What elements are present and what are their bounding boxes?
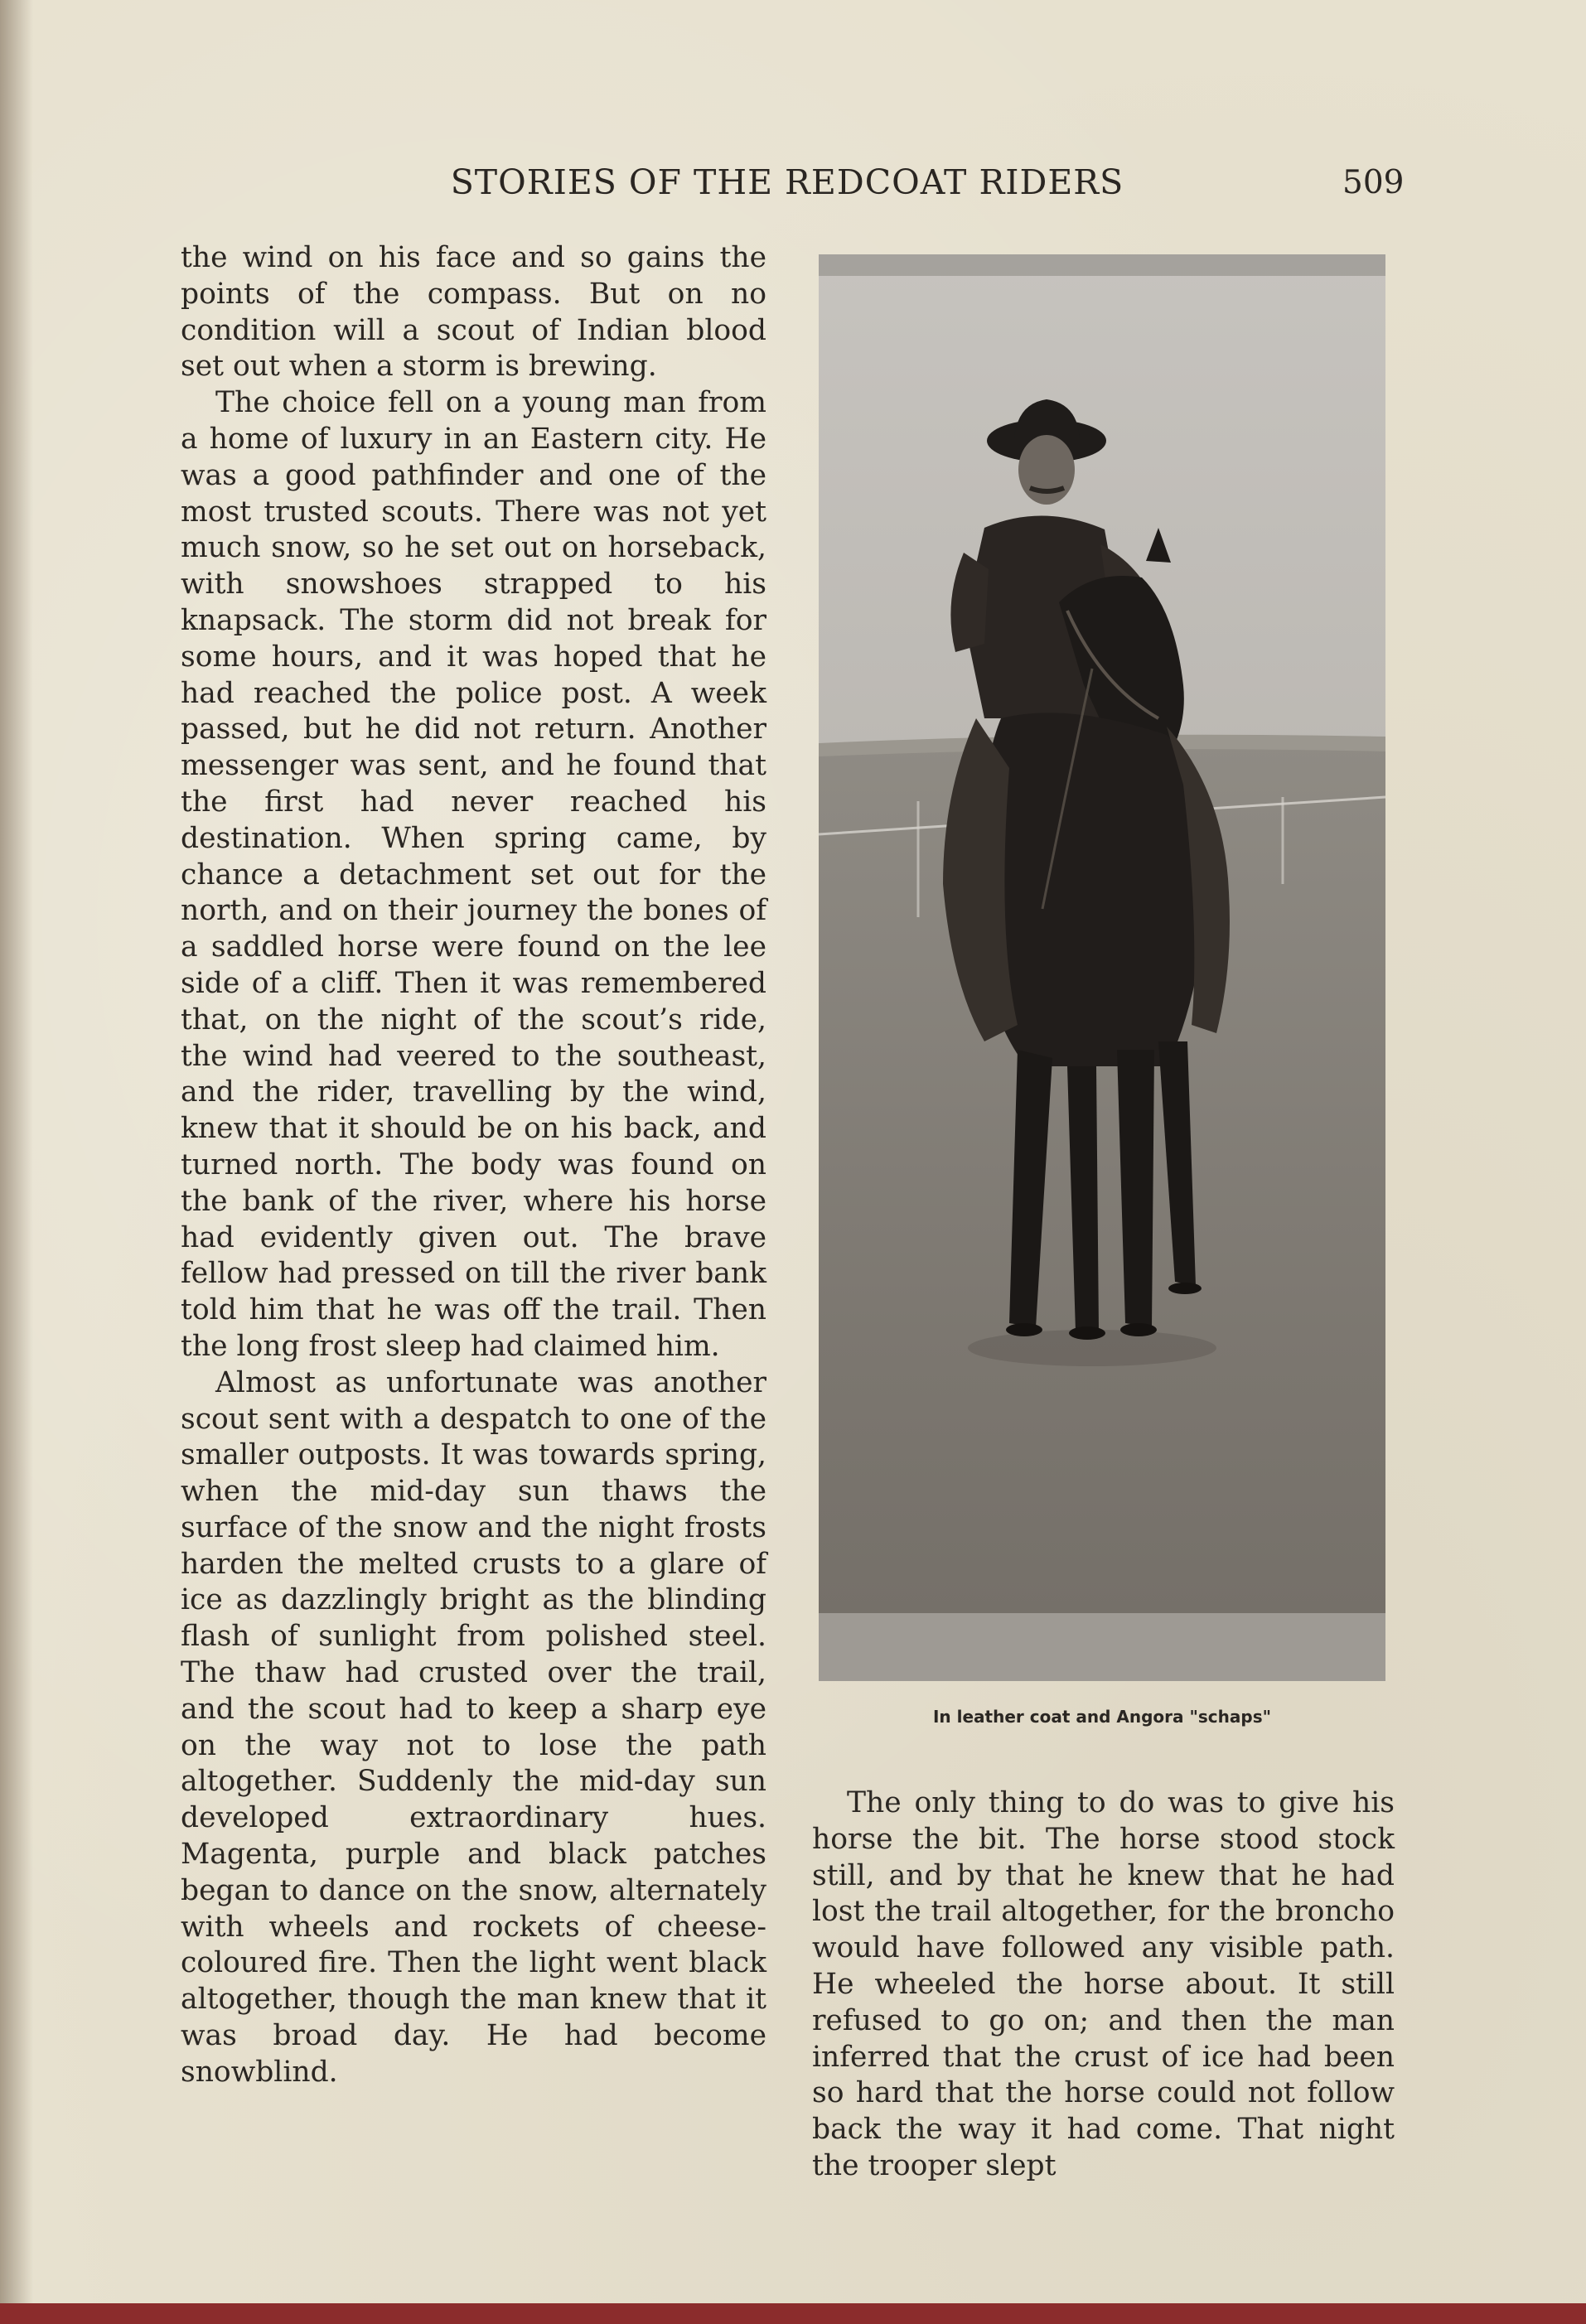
paragraph: The only thing to do was to give his horse the bit. The horse stood stock still, and by that he knew that he had lost the trail altogether, for the broncho would have followed any visible path. He wheeled the horse about. It still refused to go on; and then the man inferred that the crust of ice had been so hard that the horse could not follow back the way it had come. That night the trooper slept <box>812 1786 1395 2182</box>
right-column <box>812 1785 1395 2185</box>
book-binding-edge <box>0 2303 1586 2324</box>
page-number: 509 <box>1342 164 1405 201</box>
left-column <box>181 240 766 2091</box>
paragraph: the wind on his face and so gains the points of the compass. But on no condition will a scout of Indian blood set out when a storm is brewing. <box>181 241 766 384</box>
photo-caption: In leather coat and Angora "schaps" <box>932 1707 1272 1727</box>
gutter-shadow <box>0 0 33 2303</box>
running-head: STORIES OF THE REDCOAT RIDERS <box>450 162 1124 202</box>
paragraph: The choice fell on a young man from a home of luxury in an Eastern city. He was a good pathfinder and one of the most trusted scouts. There was not yet much snow, so he set out on horseback, with snowshoes strapped to his knapsack. The storm did not break for some hours, and it was hoped that he had reached the police post. A week passed, but he did not return. Another messenger was sent, and he found that the first had never reached his destination. When spring came, by chance a detachment set out for the north, and on their journey the bones of a saddled horse were found on the lee side of a cliff. Then it was remembered that, on the night of the scout’s ride, the wind had veered to the southeast, and the rider, travelling by the wind, knew that it should be on his back, and turned north. The body was found on the bank of the river, where his horse had evidently given out. The brave fellow had pressed on till the river bank told him that he was off the trail. Then the long frost sleep had claimed him. <box>181 386 766 1363</box>
paragraph: Almost as unfortunate was another scout sent with a despatch to one of the smaller outposts. It was towards spring, when the mid-day sun thaws the surface of the snow and the night frosts harden the melted crusts to a glare of ice as dazzlingly bright as the blinding flash of sunlight from polished steel. The thaw had crusted over the trail, and the scout had to keep a sharp eye on the way not to lose the path altogether. Suddenly the mid-day sun developed extraordinary hues. Magenta, purple and black patches began to dance on the snow, alternately with wheels and rockets of cheese-coloured fire. Then the light went black altogether, though the man knew that it was broad day. He had become snowblind. <box>181 1365 766 2089</box>
photograph-horseman <box>819 254 1385 1681</box>
